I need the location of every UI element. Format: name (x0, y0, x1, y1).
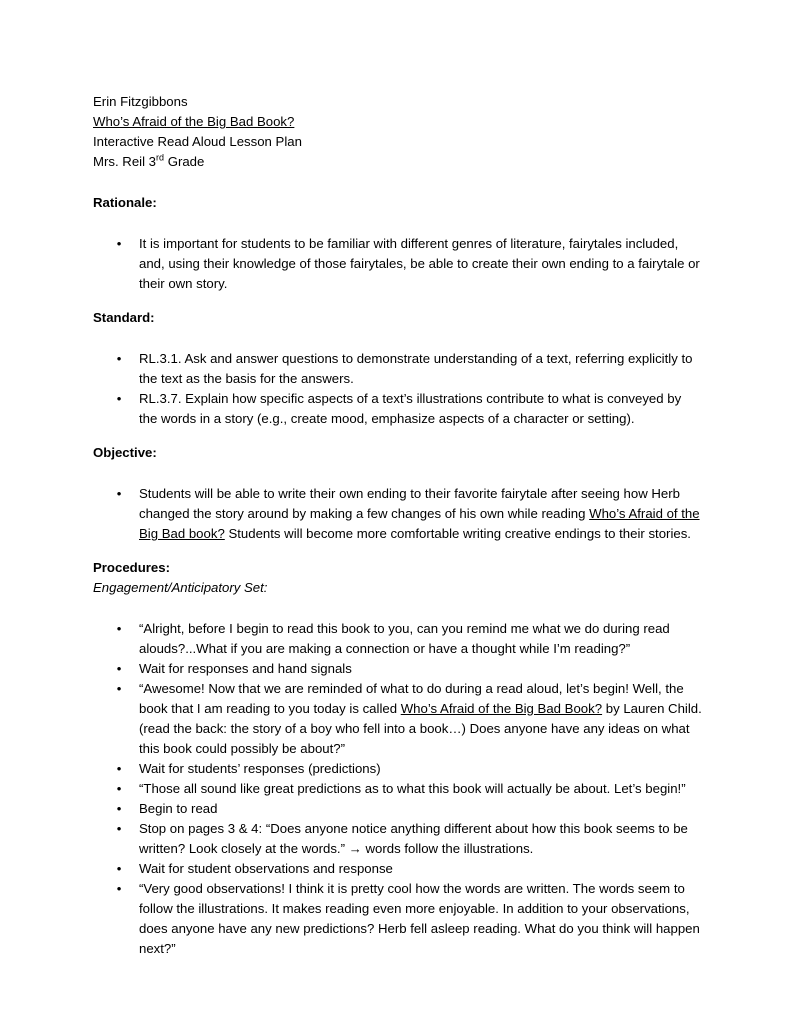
standard-heading: Standard: (93, 310, 155, 325)
list-item-text: “Those all sound like great predictions as to what this book will actually be about. Let’s begin!” (139, 781, 686, 796)
list-item-text: Students will become more comfortable writing creative endings to their stories. (224, 526, 691, 541)
list-item-text: Students will be able to write their own ending to their favorite fairytale after seeing how Herb changed the story around by making a few changes of his own while reading (139, 486, 680, 521)
list-item-text: Stop on pages 3 & 4: “Does anyone notice anything different about how this book seems to be written? Look closely at the words.” (139, 821, 688, 856)
list-item (93, 234, 703, 294)
list-item-text: words follow the illustrations. (361, 841, 534, 856)
list-item-text: RL.3.1. Ask and answer questions to demonstrate understanding of a text, referring explicitly to the text as the basis for the answers. (139, 351, 693, 386)
bullet-icon: • (116, 781, 122, 796)
list-item-text: Begin to read (139, 801, 218, 816)
list-item (93, 859, 703, 879)
author-name: Erin Fitzgibbons (93, 94, 188, 109)
bullet-icon: • (116, 351, 122, 366)
list-item-text: “Very good observations! I think it is pretty cool how the words are written. The words seem to follow the illustrations. It makes reading even more enjoyable. In addition to your observations, does anyone have any new predictions? Herb fell asleep reading. What do you think will happen next?” (139, 881, 700, 956)
objective-heading: Objective: (93, 445, 157, 460)
bullet-icon: • (116, 391, 122, 406)
grade-ordinal: rd (156, 152, 165, 163)
teacher-grade (93, 152, 703, 172)
list-item-text: RL.3.7. Explain how specific aspects of a text’s illustrations contribute to what is conveyed by the words in a story (e.g., create mood, emphasize aspects of a character or setting). (139, 391, 682, 426)
bullet-icon: • (116, 821, 122, 836)
list-item-text: Wait for student observations and response (139, 861, 393, 876)
list-item (93, 879, 703, 959)
list-item (93, 349, 703, 389)
list-item-text: “Alright, before I begin to read this book to you, can you remind me what we do during read alouds?...What if you are making a connection or have a thought while I’m reading?” (139, 621, 670, 656)
bullet-icon: • (116, 801, 122, 816)
bullet-icon: • (116, 661, 122, 676)
bullet-icon: • (116, 761, 122, 776)
bullet-icon: • (116, 681, 122, 696)
list-item-text: It is important for students to be familiar with different genres of literature, fairytales included, and, using their knowledge of those fairytales, be able to create their own ending to a fairytale or their own story. (139, 236, 700, 291)
list-item-text: “Awesome! Now that we are reminded of what to do during a read aloud, let’s begin! Well, the book that I am reading to you today is called (139, 681, 684, 716)
list-item (93, 619, 703, 659)
bullet-icon: • (116, 621, 122, 636)
rationale-heading: Rationale: (93, 195, 157, 210)
bullet-icon: • (116, 881, 122, 896)
objective-list (93, 484, 703, 544)
bullet-icon: • (116, 861, 122, 876)
list-item (93, 799, 703, 819)
book-title: Who’s Afraid of the Big Bad Book? (93, 114, 295, 129)
list-item (93, 779, 703, 799)
book-title-reference: Who’s Afraid of the Big Bad book? (139, 506, 700, 541)
procedures-list (93, 619, 703, 959)
list-item-text: Wait for students’ responses (predictions) (139, 761, 381, 776)
arrow-right-icon: → (348, 841, 362, 856)
list-item (93, 484, 703, 544)
grade-word: Grade (164, 154, 205, 169)
lesson-plan-page (93, 92, 703, 959)
list-item (93, 759, 703, 779)
list-item (93, 819, 703, 859)
list-item (93, 389, 703, 429)
rationale-list (93, 234, 703, 294)
book-title-reference: Who’s Afraid of the Big Bad Book? (400, 701, 603, 716)
list-item-text: by Lauren Child. (read the back: the story of a boy who fell into a book…) Does anyone have any ideas on what this book could possibly be about?” (139, 701, 702, 756)
list-item (93, 679, 703, 759)
plan-type: Interactive Read Aloud Lesson Plan (93, 134, 302, 149)
list-item-text: Wait for responses and hand signals (139, 661, 352, 676)
procedures-heading: Procedures: (93, 560, 170, 575)
teacher-prefix: Mrs. Reil 3 (93, 154, 157, 169)
bullet-icon: • (116, 236, 122, 251)
procedures-subheading: Engagement/Anticipatory Set: (93, 580, 268, 595)
standard-list (93, 349, 703, 429)
list-item (93, 659, 703, 679)
bullet-icon: • (116, 486, 122, 501)
